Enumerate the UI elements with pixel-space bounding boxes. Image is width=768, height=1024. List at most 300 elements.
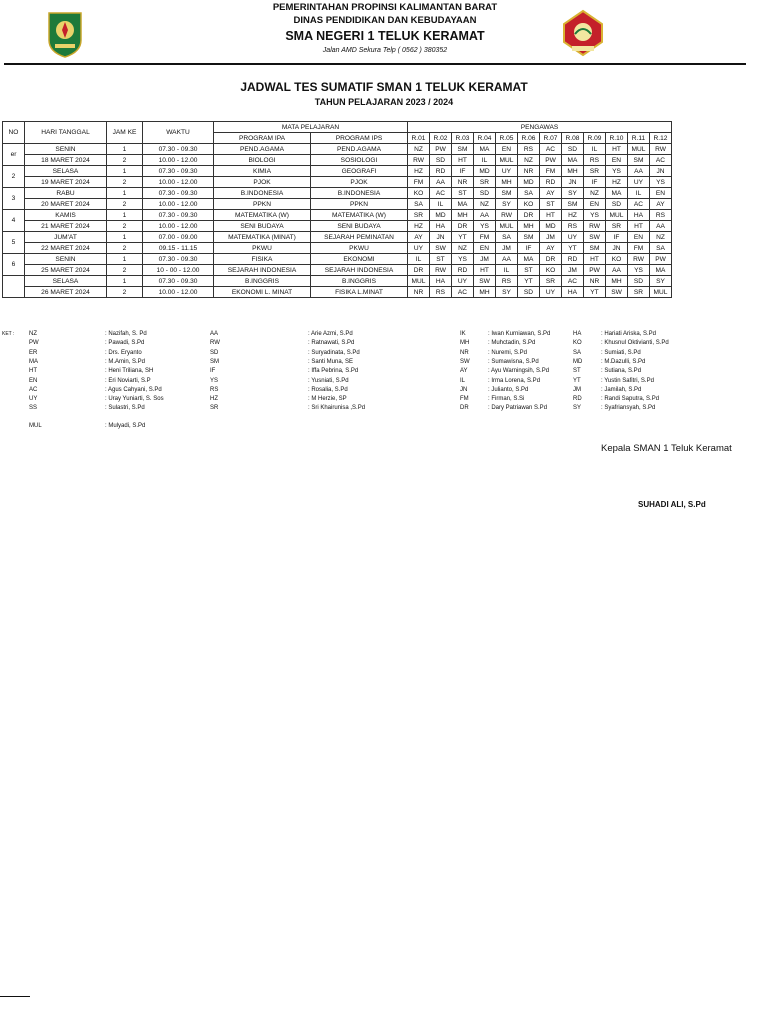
school-emblem-icon xyxy=(558,8,608,58)
cell-pengawas: SY xyxy=(650,276,672,287)
cell-waktu: 09.15 - 11.15 xyxy=(143,243,214,254)
legend-code: RW xyxy=(210,340,220,347)
cell-ipa: SEJARAH INDONESIA xyxy=(214,265,311,276)
cell-pengawas: SM xyxy=(452,144,474,155)
cell-pengawas: JM xyxy=(540,232,562,243)
cell-pengawas: PW xyxy=(540,155,562,166)
cell-pengawas: RW xyxy=(430,265,452,276)
document-subtitle: TAHUN PELAJARAN 2023 / 2024 xyxy=(314,97,454,107)
cell-pengawas: AA xyxy=(474,210,496,221)
cell-pengawas: AA xyxy=(650,221,672,232)
header-program-ipa: PROGRAM IPA xyxy=(214,133,311,144)
cell-pengawas: RW xyxy=(584,221,606,232)
school-address: Jalan AMD Sekura Telp ( 0562 ) 380352 xyxy=(322,47,448,54)
province-emblem-icon xyxy=(46,10,84,58)
header-program-ips: PROGRAM IPS xyxy=(311,133,408,144)
legend-name: : Yusniati, S.Pd xyxy=(308,377,349,384)
cell-jam: 2 xyxy=(107,177,143,188)
cell-pengawas: HA xyxy=(430,276,452,287)
legend-name: : Nuremi, S.Pd xyxy=(488,349,528,356)
legend-code: AA xyxy=(210,331,219,337)
cell-pengawas: SR xyxy=(474,177,496,188)
cell-pengawas: SM xyxy=(496,188,518,199)
cell-pengawas: HZ xyxy=(408,166,430,177)
cell-pengawas: NR xyxy=(452,177,474,188)
cell-pengawas: AA xyxy=(496,254,518,265)
legend-code: SD xyxy=(210,349,219,356)
cell-pengawas: AY xyxy=(408,232,430,243)
cell-pengawas: IF xyxy=(584,177,606,188)
cell-pengawas: MH xyxy=(562,166,584,177)
cell-pengawas: MUL xyxy=(628,144,650,155)
header-room: R.03 xyxy=(452,133,474,144)
legend-code: SA xyxy=(573,349,582,356)
legend-code: NZ xyxy=(29,331,37,337)
cell-pengawas: IL xyxy=(474,155,496,166)
cell-pengawas: UY xyxy=(496,166,518,177)
cell-ips: SEJARAH INDONESIA xyxy=(311,265,408,276)
cell-pengawas: SA xyxy=(518,188,540,199)
cell-pengawas: YT xyxy=(562,243,584,254)
cell-hari: 22 MARET 2024 xyxy=(25,243,107,254)
legend-name: : M.Amin, S.Pd xyxy=(105,358,146,365)
cell-hari: SELASA xyxy=(25,276,107,287)
header-waktu: WAKTU xyxy=(143,122,214,144)
cell-ips: SENI BUDAYA xyxy=(311,221,408,232)
cell-jam: 1 xyxy=(107,254,143,265)
cell-pengawas: MD xyxy=(540,221,562,232)
legend-code: ER xyxy=(29,349,38,356)
cell-pengawas: MH xyxy=(496,177,518,188)
cell-pengawas: MA xyxy=(650,265,672,276)
cell-no: 6 xyxy=(3,254,25,276)
cell-pengawas: JN xyxy=(562,177,584,188)
cell-pengawas: DR xyxy=(540,254,562,265)
cell-pengawas: RW xyxy=(408,155,430,166)
cell-ipa: PPKN xyxy=(214,199,311,210)
legend-name: : Iwan Kurniawan, S.Pd xyxy=(488,331,551,337)
cell-no: 5 xyxy=(3,232,25,254)
cell-pengawas: MUL xyxy=(496,155,518,166)
cell-pengawas: NZ xyxy=(408,144,430,155)
cell-pengawas: NR xyxy=(518,166,540,177)
cell-pengawas: SA xyxy=(408,199,430,210)
cell-ipa: MATEMATIKA (MINAT) xyxy=(214,232,311,243)
legend-code: HZ xyxy=(210,396,218,403)
cell-pengawas: RS xyxy=(496,276,518,287)
cell-pengawas: RD xyxy=(430,166,452,177)
cell-pengawas: RS xyxy=(518,144,540,155)
header-line-2: DINAS PENDIDIKAN DAN KEBUDAYAAN xyxy=(293,15,477,26)
legend-name: : Suryadinata, S.Pd xyxy=(308,349,360,356)
legend-label: KET : xyxy=(2,331,15,337)
cell-pengawas: SM xyxy=(518,232,540,243)
cell-pengawas: RW xyxy=(650,144,672,155)
legend-name: : Ratnawati, S.Pd xyxy=(308,340,355,347)
cell-no: 2 xyxy=(3,166,25,188)
header-no: NO xyxy=(3,122,25,144)
cell-pengawas: SY xyxy=(496,199,518,210)
cell-pengawas: UY xyxy=(562,232,584,243)
cell-pengawas: IL xyxy=(408,254,430,265)
cell-pengawas: AC xyxy=(628,199,650,210)
cell-pengawas: HT xyxy=(606,144,628,155)
table-row xyxy=(3,155,672,166)
cell-pengawas: DR xyxy=(452,221,474,232)
cell-pengawas: SD xyxy=(606,199,628,210)
signature-name: SUHADI ALI, S.Pd xyxy=(638,500,706,509)
legend-code: JM xyxy=(573,386,581,393)
legend-name: : Agus Cahyani, S.Pd xyxy=(105,386,162,393)
legend-code: KO xyxy=(573,340,582,347)
cell-hari: SENIN xyxy=(25,254,107,265)
legend-name: : Syafriansyah, S.Pd xyxy=(601,405,656,412)
cell-jam: 2 xyxy=(107,155,143,166)
cell-pengawas: MA xyxy=(518,254,540,265)
legend-code: NR xyxy=(460,349,469,356)
legend-name: : Khusnul Oktivianti, S.Pd xyxy=(601,340,669,347)
cell-pengawas: SM xyxy=(584,243,606,254)
cell-hari: 19 MARET 2024 xyxy=(25,177,107,188)
cell-pengawas: AC xyxy=(430,188,452,199)
cell-pengawas: SD xyxy=(518,287,540,298)
cell-pengawas: ST xyxy=(430,254,452,265)
cell-pengawas: UY xyxy=(452,276,474,287)
cell-waktu: 10.00 - 12.00 xyxy=(143,177,214,188)
cell-pengawas: MUL xyxy=(496,221,518,232)
cell-pengawas: AY xyxy=(650,199,672,210)
cell-jam: 1 xyxy=(107,188,143,199)
cell-ipa: KIMIA xyxy=(214,166,311,177)
cell-waktu: 10.00 - 12.00 xyxy=(143,221,214,232)
cell-pengawas: NZ xyxy=(584,188,606,199)
cell-pengawas: DR xyxy=(408,265,430,276)
cell-waktu: 10.00 - 12.00 xyxy=(143,287,214,298)
legend-name: : Firman, S.Si xyxy=(488,396,525,403)
legend-name: : Sutiana, S.Pd xyxy=(601,368,642,375)
legend-code: SM xyxy=(210,358,219,365)
table-row xyxy=(3,221,672,232)
legend-name: : Santi Muna, SE xyxy=(308,358,354,365)
legend-code: SW xyxy=(460,358,470,365)
cell-pengawas: HZ xyxy=(606,177,628,188)
cell-pengawas: HT xyxy=(628,221,650,232)
legend-code: DR xyxy=(460,405,469,412)
header-hari-tanggal: HARI TANGGAL xyxy=(25,122,107,144)
cell-pengawas: YS xyxy=(650,177,672,188)
cell-pengawas: EN xyxy=(584,199,606,210)
cell-waktu: 07.30 - 09.30 xyxy=(143,210,214,221)
footer-line xyxy=(0,996,30,997)
cell-pengawas: SD xyxy=(474,188,496,199)
cell-pengawas: AC xyxy=(540,144,562,155)
legend-name: : Sri Khairunisa ,S.Pd xyxy=(308,405,366,412)
cell-pengawas: JM xyxy=(496,243,518,254)
cell-pengawas: KO xyxy=(518,199,540,210)
cell-no: 3 xyxy=(3,188,25,210)
cell-pengawas: MA xyxy=(562,155,584,166)
cell-hari: 18 MARET 2024 xyxy=(25,155,107,166)
legend-name: : Arie Azmi, S.Pd xyxy=(308,331,353,337)
legend-name: : Sumawisna, S.Pd xyxy=(488,358,539,365)
cell-waktu: 10.00 - 12.00 xyxy=(143,199,214,210)
cell-pengawas: FM xyxy=(408,177,430,188)
cell-pengawas: AY xyxy=(540,243,562,254)
cell-waktu: 10 - 00 - 12.00 xyxy=(143,265,214,276)
legend-code: UY xyxy=(29,396,38,403)
cell-pengawas: NZ xyxy=(452,243,474,254)
header-room: R.10 xyxy=(606,133,628,144)
legend-name: : Eri Noviarti, S.P xyxy=(105,377,151,384)
cell-pengawas: SM xyxy=(628,155,650,166)
cell-ips: GEOGRAFI xyxy=(311,166,408,177)
cell-pengawas: SR xyxy=(628,287,650,298)
cell-pengawas: KO xyxy=(606,254,628,265)
table-row xyxy=(3,166,672,177)
cell-ipa: MATEMATIKA (W) xyxy=(214,210,311,221)
cell-jam: 1 xyxy=(107,144,143,155)
cell-pengawas: ST xyxy=(452,188,474,199)
legend-name: : Jamilah, S.Pd xyxy=(601,386,642,393)
cell-pengawas: SW xyxy=(474,276,496,287)
legend-name: : Heni Triliana, SH xyxy=(105,368,154,375)
header-room: R.01 xyxy=(408,133,430,144)
cell-pengawas: MD xyxy=(518,177,540,188)
cell-pengawas: NR xyxy=(408,287,430,298)
table-row xyxy=(3,177,672,188)
cell-pengawas: YS xyxy=(584,210,606,221)
cell-pengawas: SW xyxy=(584,232,606,243)
header-room: R.05 xyxy=(496,133,518,144)
cell-pengawas: DR xyxy=(518,210,540,221)
cell-pengawas: NZ xyxy=(474,199,496,210)
legend-code: EN xyxy=(29,377,38,384)
legend-name: : Uray Yuniarti, S. Sos xyxy=(105,396,164,403)
legend-name: : Sulastri, S.Pd xyxy=(105,405,145,412)
cell-pengawas: MD xyxy=(430,210,452,221)
cell-pengawas: PW xyxy=(650,254,672,265)
cell-ips: PEND.AGAMA xyxy=(311,144,408,155)
cell-ips: SEJARAH PEMINATAN xyxy=(311,232,408,243)
cell-pengawas: KO xyxy=(408,188,430,199)
cell-hari: JUM'AT xyxy=(25,232,107,243)
cell-jam: 2 xyxy=(107,243,143,254)
cell-pengawas: SR xyxy=(584,166,606,177)
cell-pengawas: MA xyxy=(474,144,496,155)
cell-ips: B.INDONESIA xyxy=(311,188,408,199)
cell-pengawas: AC xyxy=(452,287,474,298)
header-jam-ke: JAM KE xyxy=(107,122,143,144)
cell-pengawas: PW xyxy=(584,265,606,276)
legend-code: HA xyxy=(573,331,582,337)
cell-hari: RABU xyxy=(25,188,107,199)
cell-pengawas: IL xyxy=(628,188,650,199)
cell-pengawas: EN xyxy=(496,144,518,155)
letterhead xyxy=(0,0,768,66)
cell-pengawas: MA xyxy=(452,199,474,210)
cell-ipa: PEND.AGAMA xyxy=(214,144,311,155)
legend-name: : Irma Lorena, S.Pd xyxy=(488,377,541,384)
legend-name: : Ayu Warningsih, S.Pd xyxy=(488,368,550,375)
cell-pengawas: NZ xyxy=(650,232,672,243)
cell-ipa: EKONOMI L. MINAT xyxy=(214,287,311,298)
legend-code: IL xyxy=(460,377,466,384)
legend-name: : Mulyadi, S.Pd xyxy=(105,422,146,429)
cell-ipa: SENI BUDAYA xyxy=(214,221,311,232)
cell-pengawas: RS xyxy=(650,210,672,221)
cell-hari: 25 MARET 2024 xyxy=(25,265,107,276)
cell-pengawas: FM xyxy=(474,232,496,243)
cell-pengawas: IF xyxy=(518,243,540,254)
legend-code: RD xyxy=(573,396,582,403)
cell-pengawas: IL xyxy=(584,144,606,155)
header-rule xyxy=(4,63,746,65)
cell-pengawas: UY xyxy=(628,177,650,188)
cell-pengawas: RD xyxy=(562,254,584,265)
legend-name: : M.Dazulli, S.Pd xyxy=(601,358,646,365)
legend-code: YS xyxy=(210,377,219,384)
cell-pengawas: YS xyxy=(628,265,650,276)
header-room: R.07 xyxy=(540,133,562,144)
cell-pengawas: MUL xyxy=(408,276,430,287)
cell-pengawas: SY xyxy=(496,287,518,298)
cell-pengawas: YS xyxy=(606,166,628,177)
cell-pengawas: RD xyxy=(540,177,562,188)
cell-jam: 1 xyxy=(107,276,143,287)
cell-pengawas: EN xyxy=(628,232,650,243)
legend-code: MD xyxy=(573,358,583,365)
cell-pengawas: NZ xyxy=(518,155,540,166)
legend-code: FM xyxy=(460,396,469,403)
table-row xyxy=(3,276,672,287)
legend-name: : Yustin Safitri, S.Pd xyxy=(601,377,654,384)
cell-jam: 1 xyxy=(107,166,143,177)
signature-title: Kepala SMAN 1 Teluk Keramat xyxy=(601,443,732,454)
legend-code: RS xyxy=(210,386,219,393)
cell-pengawas: AC xyxy=(562,276,584,287)
cell-pengawas: JN xyxy=(606,243,628,254)
legend-name: : Randi Saputra, S.Pd xyxy=(601,396,660,403)
table-row xyxy=(3,232,672,243)
cell-pengawas: EN xyxy=(650,188,672,199)
cell-pengawas: SD xyxy=(562,144,584,155)
cell-pengawas: SA xyxy=(496,232,518,243)
cell-pengawas: RS xyxy=(562,221,584,232)
cell-ipa: PJOK xyxy=(214,177,311,188)
cell-pengawas: SY xyxy=(562,188,584,199)
legend-code: SR xyxy=(210,405,219,412)
legend-code: HT xyxy=(29,368,37,375)
cell-ipa: B.INDONESIA xyxy=(214,188,311,199)
cell-ips: MATEMATIKA (W) xyxy=(311,210,408,221)
cell-waktu: 07.30 - 09.30 xyxy=(143,188,214,199)
cell-hari: KAMIS xyxy=(25,210,107,221)
header-room: R.11 xyxy=(628,133,650,144)
cell-ips: SOSIOLOGI xyxy=(311,155,408,166)
cell-pengawas: AA xyxy=(606,265,628,276)
cell-pengawas: SR xyxy=(606,221,628,232)
table-row xyxy=(3,254,672,265)
cell-pengawas: SD xyxy=(430,155,452,166)
legend-name: : M Herzie, SP xyxy=(308,396,347,403)
cell-waktu: 07.30 - 09.30 xyxy=(143,166,214,177)
cell-pengawas: RS xyxy=(584,155,606,166)
cell-pengawas: YS xyxy=(452,254,474,265)
cell-pengawas: JM xyxy=(474,254,496,265)
cell-jam: 2 xyxy=(107,199,143,210)
header-room: R.12 xyxy=(650,133,672,144)
cell-pengawas: AY xyxy=(540,188,562,199)
cell-pengawas: YT xyxy=(452,232,474,243)
cell-pengawas: MUL xyxy=(606,210,628,221)
cell-ipa: PKWU xyxy=(214,243,311,254)
cell-pengawas: MH xyxy=(518,221,540,232)
cell-no: er xyxy=(3,144,25,166)
table-row xyxy=(3,265,672,276)
cell-pengawas: FM xyxy=(628,243,650,254)
legend-name: : Julianto, S.Pd xyxy=(488,386,529,393)
cell-waktu: 07.30 - 09.30 xyxy=(143,144,214,155)
table-row xyxy=(3,188,672,199)
legend-code: MA xyxy=(29,358,38,365)
cell-pengawas: JM xyxy=(562,265,584,276)
legend-code: MUL xyxy=(29,422,42,429)
cell-ips: FISIKA L.MINAT xyxy=(311,287,408,298)
cell-pengawas: HT xyxy=(474,265,496,276)
cell-pengawas: IL xyxy=(496,265,518,276)
cell-pengawas: HT xyxy=(584,254,606,265)
cell-pengawas: UY xyxy=(408,243,430,254)
cell-pengawas: HT xyxy=(540,210,562,221)
cell-ips: EKONOMI xyxy=(311,254,408,265)
header-room: R.02 xyxy=(430,133,452,144)
cell-pengawas: IL xyxy=(430,199,452,210)
header-mata-pelajaran: MATA PELAJARAN xyxy=(214,122,408,133)
cell-jam: 1 xyxy=(107,232,143,243)
legend-name: : Dary Patriawan S.Pd xyxy=(488,405,548,412)
cell-pengawas: EN xyxy=(606,155,628,166)
cell-pengawas: HZ xyxy=(562,210,584,221)
cell-waktu: 07.00 - 09.00 xyxy=(143,232,214,243)
cell-jam: 1 xyxy=(107,210,143,221)
cell-hari: 26 MARET 2024 xyxy=(25,287,107,298)
cell-pengawas: HZ xyxy=(408,221,430,232)
cell-pengawas: FM xyxy=(540,166,562,177)
legend-code: SY xyxy=(573,405,582,412)
cell-waktu: 07.30 - 09.30 xyxy=(143,254,214,265)
cell-ips: B.INGGRIS xyxy=(311,276,408,287)
cell-jam: 2 xyxy=(107,221,143,232)
cell-pengawas: KO xyxy=(540,265,562,276)
cell-pengawas: SD xyxy=(628,276,650,287)
cell-pengawas: RS xyxy=(430,287,452,298)
legend-name: : Drs. Eryanto xyxy=(105,349,142,356)
legend-code: AC xyxy=(29,386,38,393)
legend-name: : Rosalia, S.Pd xyxy=(308,386,348,393)
cell-pengawas: UY xyxy=(540,287,562,298)
cell-pengawas: MH xyxy=(606,276,628,287)
cell-pengawas: RW xyxy=(496,210,518,221)
legend-name: : Nazifah, S. Pd xyxy=(105,331,147,337)
cell-pengawas: SW xyxy=(606,287,628,298)
cell-pengawas: MH xyxy=(452,210,474,221)
cell-jam: 2 xyxy=(107,265,143,276)
cell-pengawas: ST xyxy=(518,265,540,276)
cell-pengawas: HA xyxy=(628,210,650,221)
legend-code: IK xyxy=(460,331,466,337)
cell-pengawas: HT xyxy=(452,155,474,166)
cell-hari: 21 MARET 2024 xyxy=(25,221,107,232)
